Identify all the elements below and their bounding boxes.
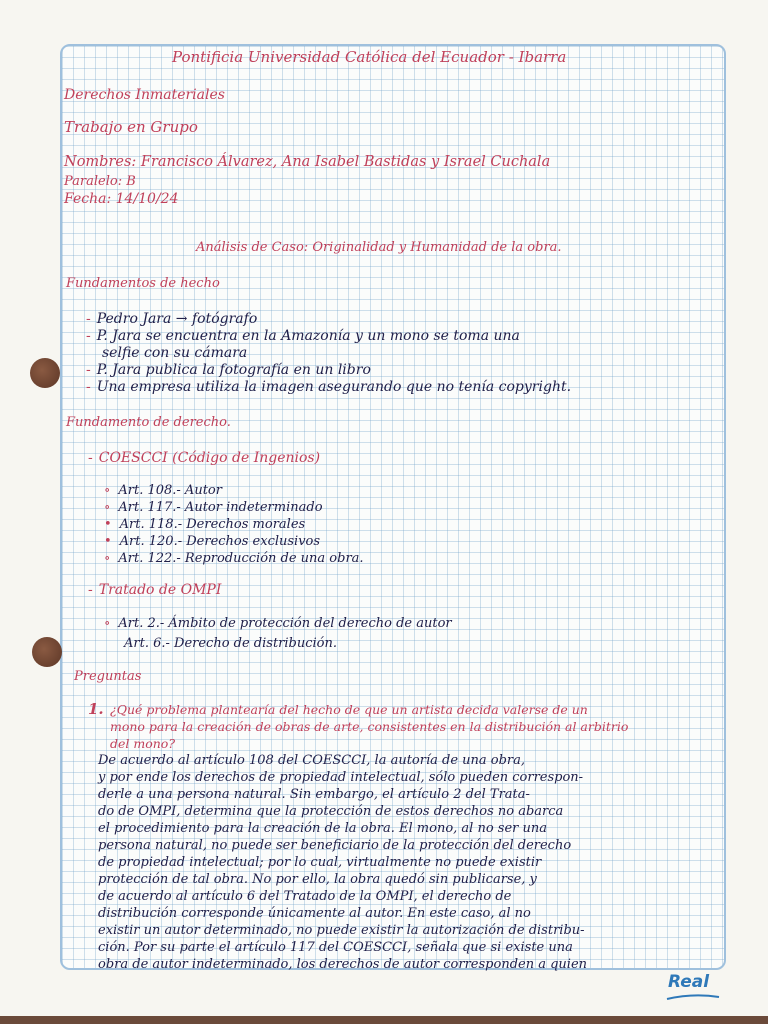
fact-item: - P. Jara publica la fotografía en un libro — [86, 362, 371, 378]
answer-line: persona natural, no puede ser beneficiario de la protección del derecho — [98, 838, 572, 853]
article-item: ∘ Art. 108.- Autor — [104, 483, 222, 498]
brand-logo: Real — [668, 972, 710, 992]
article-item: ∘ Art. 117.- Autor indeterminado — [104, 500, 323, 515]
logo-swoosh-icon — [666, 994, 720, 1000]
answer-line: distribución corresponde únicamente al autor. En este caso, al no — [98, 906, 531, 921]
answer-line: el procedimiento para la creación de la obra. El mono, al no ser una — [98, 821, 547, 836]
fact-item: - P. Jara se encuentra en la Amazonía y un mono se toma una — [86, 328, 520, 344]
names-line: Nombres: Francisco Álvarez, Ana Isabel Bastidas y Israel Cuchala — [64, 154, 551, 170]
answer-line: existir un autor determinado, no puede existir la autorización de distribu- — [98, 923, 585, 938]
date-line: Fecha: 14/10/24 — [64, 191, 179, 207]
answer-line: protección de tal obra. No por ello, la obra quedó sin publicarse, y — [98, 872, 537, 887]
question-number: 1. — [88, 700, 104, 718]
answer-line: y por ende los derechos de propiedad intelectual, sólo pueden correspon- — [98, 770, 584, 785]
binder-hole-bottom — [32, 637, 62, 667]
assignment-line: Trabajo en Grupo — [64, 118, 198, 136]
question-line: del mono? — [110, 736, 176, 751]
coescci-heading: - COESCCI (Código de Ingenios) — [88, 450, 321, 466]
university-title: Pontificia Universidad Católica del Ecuador - Ibarra — [172, 48, 567, 66]
subject-line: Derechos Inmateriales — [64, 87, 225, 103]
answer-line: obra de autor indeterminado, los derechos de autor corresponden a quien — [98, 957, 588, 972]
answer-line: do de OMPI, determina que la protección de estos derechos no abarca — [98, 804, 564, 819]
question-line: mono para la creación de obras de arte, consistentes en la distribución al arbitrio — [110, 719, 629, 734]
questions-heading: Preguntas — [74, 669, 142, 684]
article-item: • Art. 120.- Derechos exclusivos — [104, 534, 321, 549]
binder-hole-top — [30, 358, 60, 388]
facts-heading: Fundamentos de hecho — [66, 276, 220, 291]
ompi-heading: - Tratado de OMPI — [88, 582, 222, 598]
ompi-article-item: Art. 6.- Derecho de distribución. — [124, 636, 338, 651]
fact-item: - Pedro Jara → fotógrafo — [86, 311, 258, 327]
article-item: ∘ Art. 122.- Reproducción de una obra. — [104, 551, 364, 566]
answer-line: de propiedad intelectual; por lo cual, virtualmente no puede existir — [98, 855, 542, 870]
law-heading: Fundamento de derecho. — [66, 415, 231, 430]
ompi-article-item: ∘ Art. 2.- Ámbito de protección del derecho de autor — [104, 616, 452, 631]
answer-line: ción. Por su parte el artículo 117 del COESCCI, señala que si existe una — [98, 940, 573, 955]
article-item: • Art. 118.- Derechos morales — [104, 517, 306, 532]
case-title: Análisis de Caso: Originalidad y Humanidad de la obra. — [196, 240, 562, 255]
fact-item-continuation: selfie con su cámara — [102, 345, 248, 361]
answer-line: de acuerdo al artículo 6 del Tratado de la OMPI, el derecho de — [98, 889, 512, 904]
answer-line: derle a una persona natural. Sin embargo, el artículo 2 del Trata- — [98, 787, 530, 802]
answer-line: De acuerdo al artículo 108 del COESCCI, la autoría de una obra, — [98, 753, 526, 768]
parallel-line: Paralelo: B — [64, 174, 136, 189]
fact-item: - Una empresa utiliza la imagen asegurando que no tenía copyright. — [86, 379, 572, 395]
question-line: ¿Qué problema plantearía del hecho de que un artista decida valerse de un — [110, 702, 588, 717]
